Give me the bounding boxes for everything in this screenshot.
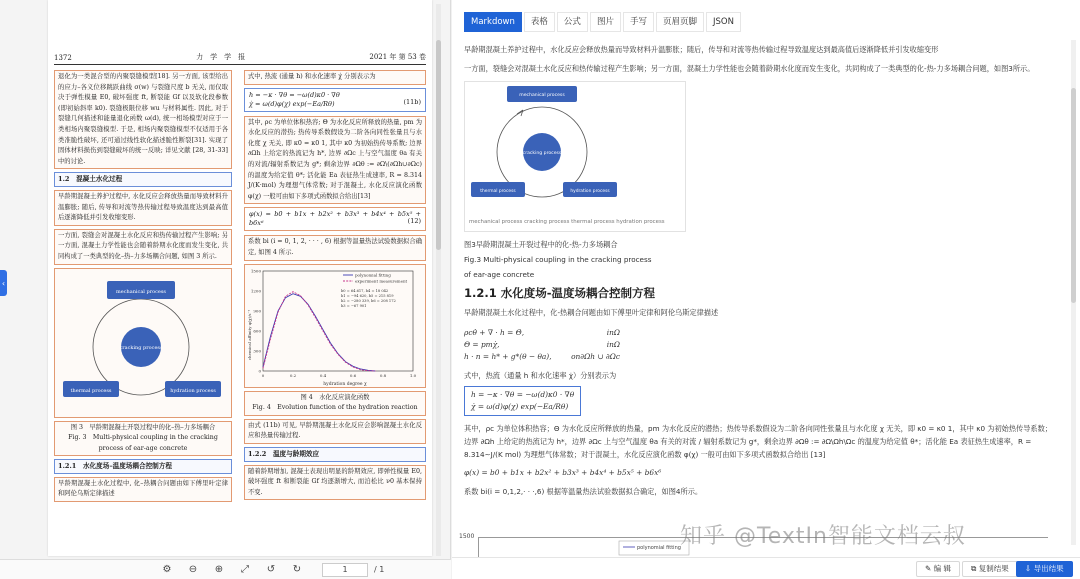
pdf-left-column	[54, 70, 232, 505]
tab-json[interactable]: JSON	[706, 12, 741, 32]
collapse-arrow-icon[interactable]: ‹	[0, 270, 7, 296]
equation-number: (12)	[407, 217, 421, 226]
chart-ylabel: chemical affinity φ(χ)/s⁻¹	[247, 309, 252, 360]
x-tick-label: 0.6	[349, 372, 357, 378]
x-tick-label: 0.4	[319, 372, 327, 378]
fig-label-thermal: thermal process	[480, 189, 516, 194]
multi-physics-diagram	[55, 269, 227, 417]
action-bar	[452, 557, 1080, 579]
figure-4-block[interactable]	[244, 264, 426, 388]
pdf-header	[54, 52, 426, 65]
text-block[interactable]: 早龄期混凝土水化过程中, 化–热耦合问题由如下傅里叶定律和阿伦乌斯定律描述	[54, 477, 232, 502]
section-heading[interactable]: 1.2 混凝土水化过程	[54, 172, 232, 187]
eq-line: Θ = pmχ̇,	[464, 340, 500, 349]
tab-formula[interactable]: 公式	[557, 12, 588, 32]
eq-line: ρcθ̇ + ∇ · h = Θ̇,	[464, 328, 525, 337]
markdown-content	[464, 36, 1056, 552]
chart-frame	[263, 271, 413, 371]
page-total: / 1	[374, 565, 385, 574]
fit-page-icon[interactable]: ⤢	[241, 564, 249, 575]
rotate-right-icon[interactable]: ↻	[292, 564, 302, 575]
fig3-caption-en: Fig. 3 Multi-physical coupling in the cracking process of ear-age concrete	[68, 434, 218, 452]
pdf-issue: 2021 年 第 53 卷	[369, 53, 426, 61]
x-tick-label: 0	[261, 372, 265, 378]
equation-12: φ(x) = b0 + b1x + b2x² + b3x³ + b4x⁴ + b5x⁵ + b6x⁶	[464, 468, 662, 477]
copy-button[interactable]: ⧉ 复制结果	[962, 561, 1018, 577]
y-tick-label: 1500	[250, 268, 261, 274]
pdf-right-column	[244, 70, 426, 503]
text-block[interactable]: 其中, ρc 为单位体积热容; Θ 为水化反应所释放的热量, pm 为水化反应的潜热; 热传导系数假设为二阶各向同性张量且与水化度 χ 无关, 即 κ0 = κ0 1, 其中 κ0 为初始热传导系数; 边界 ∂Ωh 上给定的热流记为 h*, 边界 ∂Ωc 上与空气温度 θa 有关的对流/辐射系数记为 g*; 剩余边界 ∂Ωθ := ∂Ω\(∂Ωh∪∂Ωc) 的温度为给定值 θ*; 活化能 Ea 表征热生成速率, R = 8.314 J/(K·mol) 为理想气体常数; 对于混凝土, 水化反应演化函数 φ(χ) 一般可由如下多项式函数拟合给出[13]	[244, 116, 426, 205]
section-heading-121: 1.2.1 水化度场-温度场耦合控制方程	[464, 286, 656, 300]
figure-3-caption[interactable]	[54, 421, 232, 457]
adjust-icon[interactable]: ⚙	[162, 564, 172, 575]
coef-line: b2 = −280 339, b6 = 208 172	[341, 298, 396, 303]
rotate-left-icon[interactable]: ↺	[266, 564, 276, 575]
fig-label-hydration: hydration process	[570, 189, 610, 194]
legend-fit: polynomial fitting	[637, 545, 681, 551]
paragraph: 早龄期混凝土水化过程中，化-热耦合问题由如下傅里叶定律和阿伦乌斯定律描述	[464, 308, 719, 317]
pdf-viewer[interactable]	[0, 0, 451, 579]
tab-table[interactable]: 表格	[524, 12, 555, 32]
paragraph: 一方面，裂缝会对混凝土水化反应和热传输过程产生影响；另一方面，混凝土力学性能也会随着龄期水化度而发生变化，共同构成了一类典型的化-热-力多场耦合问题，如图3所示。	[464, 64, 1035, 73]
text-block[interactable]: 由式 (11b) 可见, 早龄期混凝土水化反应会影响混凝土水化反应和热量传输过程.	[244, 419, 426, 444]
tab-image[interactable]: 图片	[590, 12, 621, 32]
y-tick-label: 600	[253, 328, 261, 334]
eq-line: h = −κ · ∇θ = −ω(d)κ0 · ∇θ	[471, 390, 575, 399]
figure-4-caption[interactable]	[244, 391, 426, 416]
paragraph: 系数 bi(i = 0,1,2,· · ·,6) 根据等温量热法试验数据拟合确定，如图4所示。	[464, 487, 703, 496]
x-tick-label: 0.2	[289, 372, 297, 378]
equation-12[interactable]	[244, 207, 426, 231]
highlighted-equation[interactable]	[464, 386, 581, 416]
legend-exp: experiment measurement	[355, 278, 408, 284]
equation-line: h = −κ · ∇θ = −ω(d)κ0 · ∇θ	[249, 90, 340, 99]
tab-header-footer[interactable]: 页眉页脚	[656, 12, 704, 32]
tab-markdown[interactable]: Markdown	[464, 12, 522, 32]
legend-fit: polynomial fitting	[355, 272, 391, 278]
result-panel	[452, 0, 1080, 579]
result-scrollbar-thumb[interactable]	[1071, 88, 1076, 303]
edit-label: 编 辑	[933, 564, 952, 573]
watermark: 知乎 @TextIn智能文档云叔	[680, 524, 966, 549]
tab-handwriting[interactable]: 手写	[623, 12, 654, 32]
eq-domain: inΩ	[606, 328, 620, 337]
chart-xlabel: hydration degree χ	[323, 381, 367, 387]
paragraph: 其中，ρc 为单位体积热容；Θ 为水化反应所释放的热量，pm 为水化反应的潜热；热传导系数假设为二阶各向同性张量且与水化度 χ 无关，即 κ0 = κ0 1，其中 κ0 为初始热传导系数；边界 ∂Ωh 上给定的热流记为 h*，边界 ∂Ωc 上与空气温度 θa 有关的对流 / 辐射系数记为 g*，剩余边界 ∂Ωθ := ∂Ω\Ωh\Ωc 的温度为给定值 θ*；活化能 Ea 表征热生成速率，R = 8.314∼J/(K mol) 为理想气体常数；对于混凝土，水化反应演化函数 φ(χ) 一般可由如下多项式函数拟合给出 [13]	[464, 424, 1052, 459]
coef-line: b1 = −94 620, b5 = 215 819	[341, 293, 394, 298]
equation-number: (11b)	[403, 97, 421, 106]
cut-heading	[464, 36, 1056, 37]
coef-line: b3 = −67 901	[341, 303, 367, 308]
text-block[interactable]: 随着龄期增加, 混凝土表现出明显的龄期效应, 即弹性模量 E0, 破坏强度 ft 和断裂能 Gf 均逐渐增大, 而泊松比 ν0 基本保持不变.	[244, 465, 426, 501]
y-tick-label: 1200	[250, 288, 261, 294]
edit-button[interactable]: ✎ 编 辑	[916, 561, 960, 577]
text-block[interactable]: 式中, 热流 (通量 h) 和水化速率 χ̇ 分别表示为	[244, 70, 426, 85]
paragraph: 早龄期混凝土养护过程中，水化反应会释放热量而导致材料升温膨胀；随后，传导和对流等热传输过程导致温度达到最高值后逐渐降低并引发收缩变形	[464, 45, 939, 54]
pdf-page-number: 1372	[54, 54, 72, 62]
x-tick-label: 0.8	[379, 372, 387, 378]
fig-label-hydration: hydration process	[170, 387, 216, 394]
pdf-page	[48, 0, 432, 556]
equation-line: χ̇ = ω(d)φ(χ) exp(−Ea/Rθ)	[249, 99, 335, 108]
fig3-caption-cn: 图 3 早龄期混凝土开裂过程中的化–热–力多场耦合	[70, 423, 216, 431]
paragraph: 式中，热流（通量 h 和水化速率 χ̇）分别表示为	[464, 371, 617, 380]
y-tick-label: 0	[258, 368, 261, 374]
fig-label-mechanical: mechanical process	[116, 288, 166, 295]
equation-11b[interactable]	[244, 88, 426, 112]
copy-label: 复制结果	[978, 564, 1009, 573]
eq-line: χ̇ = ω(d)φ(χ) exp(−Ea/Rθ)	[471, 402, 569, 411]
equation-system	[464, 325, 620, 365]
export-button[interactable]: ⇩ 导出结果	[1016, 561, 1073, 577]
equation-line: φ(x) = b0 + b1x + b2x² + b3x³ + b4x⁴ + b5x⁵ + b6x⁶	[249, 210, 421, 228]
y-tick-label: 300	[253, 348, 261, 354]
zoom-in-icon[interactable]: ⊕	[214, 564, 224, 575]
caption-cn: 图3早龄期混凝土开裂过程中的化-热-力多场耦合	[464, 240, 618, 249]
caption-en: Fig.3 Multi-physical coupling in the cracking process	[464, 255, 652, 264]
coef-line: b0 = 64.617, b4 = 18 042	[341, 288, 389, 293]
x-tick-label: 1.0	[409, 372, 417, 378]
text-block[interactable]: 系数 bi (i = 0, 1, 2, · · · , 6) 根据等温量热法试验数据拟合确定, 如图 4 所示.	[244, 235, 426, 260]
export-label: 导出结果	[1033, 564, 1064, 573]
multi-physics-diagram	[465, 82, 685, 231]
fig4-caption-en: Fig. 4 Evolution function of the hydration reaction	[252, 404, 418, 412]
figure-3-image	[464, 81, 686, 232]
result-tabs	[464, 12, 741, 32]
section-heading[interactable]: 1.2.2 温度与龄期效应	[244, 447, 426, 462]
fig-label-cracking: cracking process	[522, 151, 562, 156]
pdf-scrollbar-thumb[interactable]	[436, 40, 441, 250]
eq-domain: inΩ	[606, 340, 620, 349]
page-number-input[interactable]: 1	[322, 563, 368, 577]
fig-label-mechanical: mechanical process	[519, 93, 565, 98]
chart-tick: 1500	[459, 533, 475, 540]
text-block[interactable]: 早龄期混凝土养护过程中, 水化反应会释放热量而导致材料升温膨胀; 随后, 传导和对流等热传输过程导致温度达到最高值后逐渐降低并引发收缩变形.	[54, 190, 232, 226]
figure-3-block[interactable]	[54, 268, 232, 418]
section-heading[interactable]: 1.2.1 水化度场–温度场耦合控制方程	[54, 459, 232, 474]
pdf-journal-title: 力 学 学 报	[196, 53, 246, 61]
fig-label-cracking: cracking process	[119, 344, 163, 351]
caption-en-cont: of ear-age concrete	[464, 270, 535, 279]
eq-domain: on∂Ωh ∪ ∂Ωc	[571, 352, 620, 361]
text-block[interactable]: 退化为一类混合型的内聚裂缝模型[18]. 另一方面, 该型给出的应力–各义位移跳跃曲线 σ(w) 与裂缝尺度 b 无关, 而仅取决于弹性模量 E0, 破坏强度 ft, 断裂能 Gf 以及软化段参数(即初始斜率 k0). 裂缝极限位移 wu 与材料属性. 因此, 对于裂缝几何描述和能量退化函数 ω(d), 统一相场模型对应于一类相场内聚裂缝模型. 于是, 相场内聚裂缝模型不仅适用于各类准脆性破坏, 还可通过线性软化描述脆性断裂[31]. 实现了固体材料损伤到裂缝破坏的统一反映; 详见文献 [28, 31-33] 中的讨论.	[54, 70, 232, 169]
pdf-toolbar	[0, 559, 451, 579]
fig-label-thermal: thermal process	[70, 387, 112, 394]
fig4-caption-cn: 图 4 水化反应演化函数	[300, 393, 370, 401]
zoom-out-icon[interactable]: ⊖	[188, 564, 198, 575]
hydration-chart	[245, 265, 421, 387]
y-tick-label: 900	[253, 308, 261, 314]
eq-line: h · n = h* + g*(θ − θa),	[464, 352, 552, 361]
figure-ocr-caption: mechanical process cracking process thermal process hydration process	[469, 219, 665, 225]
text-block[interactable]: 一方面, 裂缝会对混凝土水化反应和热传输过程产生影响; 另一方面, 混凝土力学性能也会随着龄期水化度而发生变化, 共同构成了一类典型的化–热–力多场耦合问题, 如图 3 所示.	[54, 229, 232, 265]
